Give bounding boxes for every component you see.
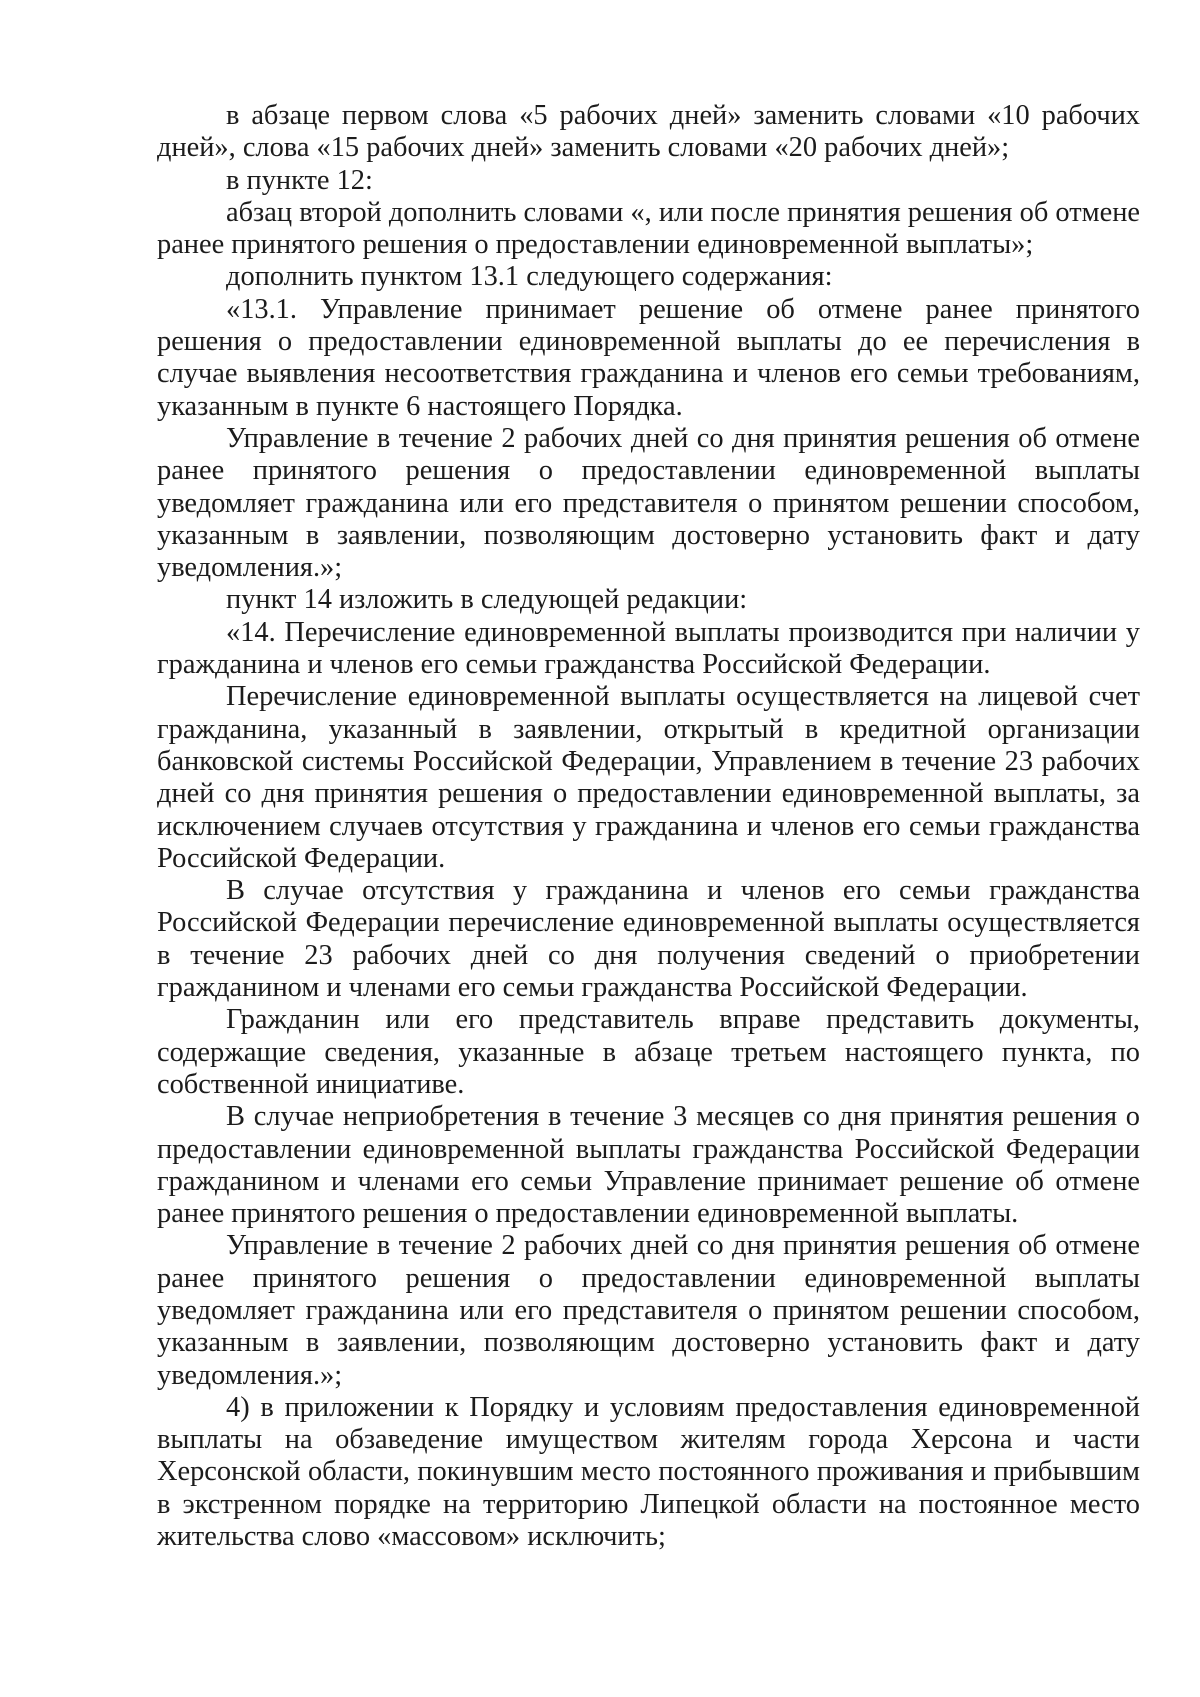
paragraph: в пункте 12:: [226, 164, 373, 196]
paragraph: В случае отсутствия у гражданина и членов его семьи гражданства Российской Федерации перечисление единовременной выплаты осуществляется в течение 23 рабочих дней со дня получения сведений о приобретении гражданином и членами его семьи гражданства Российской Федерации.: [157, 875, 1140, 1004]
document-body: [157, 100, 1140, 1553]
paragraph: Управление в течение 2 рабочих дней со дня принятия решения об отмене ранее принятого решения о предоставлении единовременной выплаты уведомляет гражданина или его представителя о принятом решении способом, указанным в заявлении, позволяющим достоверно установить факт и дату уведомления.»;: [157, 422, 1140, 584]
paragraph: Управление в течение 2 рабочих дней со дня принятия решения об отмене ранее принятого решения о предоставлении единовременной выплаты уведомляет гражданина или его представителя о принятом решении способом, указанным в заявлении, позволяющим достоверно установить факт и дату уведомления.»;: [157, 1230, 1140, 1391]
paragraph: 4) в приложении к Порядку и условиям предоставления единовременной выплаты на обзаведение имуществом жителям города Херсона и части Херсонской области, покинувшим место постоянного проживания и прибывшим в экстренном порядке на территорию Липецкой области на постоянное место жительства слово «массовом» исключить;: [157, 1391, 1140, 1553]
paragraph: «13.1. Управление принимает решение об отмене ранее принятого решения о предоставлении единовременной выплаты до ее перечисления в случае выявления несоответствия гражданина и членов его семьи требованиям, указанным в пункте 6 настоящего Порядка.: [157, 293, 1140, 422]
paragraph: абзац второй дополнить словами «, или после принятия решения об отмене ранее принятого решения о предоставлении единовременной выплаты»;: [157, 196, 1140, 261]
paragraph: в абзаце первом слова «5 рабочих дней» заменить словами «10 рабочих дней», слова «15 рабочих дней» заменить словами «20 рабочих дней»;: [157, 100, 1140, 164]
paragraph: пункт 14 изложить в следующей редакции:: [226, 584, 748, 616]
paragraph: Гражданин или его представитель вправе представить документы, содержащие сведения, указанные в абзаце третьем настоящего пункта, по собственной инициативе.: [157, 1004, 1140, 1100]
paragraph: В случае неприобретения в течение 3 месяцев со дня принятия решения о предоставлении единовременной выплаты гражданства Российской Федерации гражданином и членами его семьи Управление принимает решение об отмене ранее принятого решения о предоставлении единовременной выплаты.: [157, 1101, 1140, 1230]
paragraph: Перечисление единовременной выплаты осуществляется на лицевой счет гражданина, указанный в заявлении, открытый в кредитной организации банковской системы Российской Федерации, Управлением в течение 23 рабочих дней со дня принятия решения о предоставлении единовременной выплаты, за исключением случаев отсутствия у гражданина и членов его семьи гражданства Российской Федерации.: [157, 681, 1140, 874]
paragraph: «14. Перечисление единовременной выплаты производится при наличии у гражданина и членов его семьи гражданства Российской Федерации.: [157, 616, 1140, 681]
paragraph: дополнить пунктом 13.1 следующего содержания:: [226, 261, 833, 293]
